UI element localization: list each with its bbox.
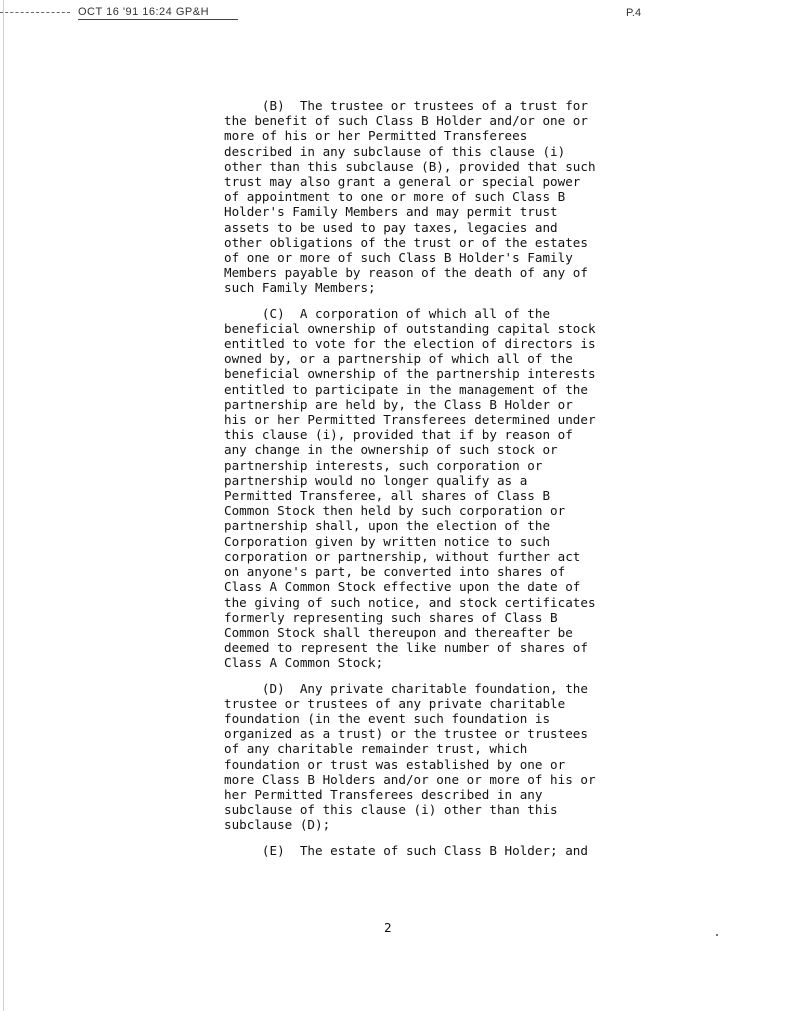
clause-d: (D) Any private charitable foundation, the trustee or trustees of any private charitable foundation (in the event such foundation is organized as a trust) or the trustee or trustees of any charitable remainder trust, which foundation or trust was established by one or more Class B Holders and/or one or more of his or her Permitted Transferees described in any subclause of this clause (i) other than this subclause (D); bbox=[224, 680, 596, 833]
document-body bbox=[224, 98, 674, 868]
clause-c: (C) A corporation of which all of the beneficial ownership of outstanding capital stock entitled to vote for the election of directors is owned by, or a partnership of which all of the beneficial ownership of the partnership interests entitled to participate in the management of the partnership are held by, the Class B Holder or his or her Permitted Transferees determined under this clause (i), provided that if by reason of any change in the ownership of such stock or partnership interests, such corporation or partnership would no longer qualify as a Permitted Transferee, all shares of Class B Common Stock then held by such corporation or partnership shall, upon the election of the Corporation given by written notice to such corporation or partnership, without further act on anyone's part, be converted into shares of Class A Common Stock effective upon the date of the giving of such notice, and stock certificates formerly representing such shares of Class B Common Stock shall thereupon and thereafter be deemed to represent the like number of shares of Class A Common Stock; bbox=[224, 305, 596, 671]
fax-page-number: P.4 bbox=[626, 7, 642, 19]
scan-left-edge bbox=[3, 0, 4, 1011]
fax-header: OCT 16 '91 16:24 GP&H bbox=[78, 6, 210, 18]
clause-b: (B) The trustee or trustees of a trust for the benefit of such Class B Holder and/or one or more of his or her Permitted Transferees described in any subclause of this clause (i) other than this subclause (B), provided that such trust may also grant a general or special power of appointment to one or more of such Class B Holder's Family Members and may permit trust assets to be used to pay taxes, legacies and other obligations of the trust or of the estates of one or more of such Class B Holder's Family Members payable by reason of the death of any of such Family Members; bbox=[224, 98, 596, 296]
page-number: 2 bbox=[384, 920, 392, 935]
fax-leader-line bbox=[0, 12, 70, 13]
scan-speck bbox=[716, 934, 718, 936]
clause-e: (E) The estate of such Class B Holder; and bbox=[224, 842, 588, 858]
fax-header-rule bbox=[78, 19, 238, 20]
